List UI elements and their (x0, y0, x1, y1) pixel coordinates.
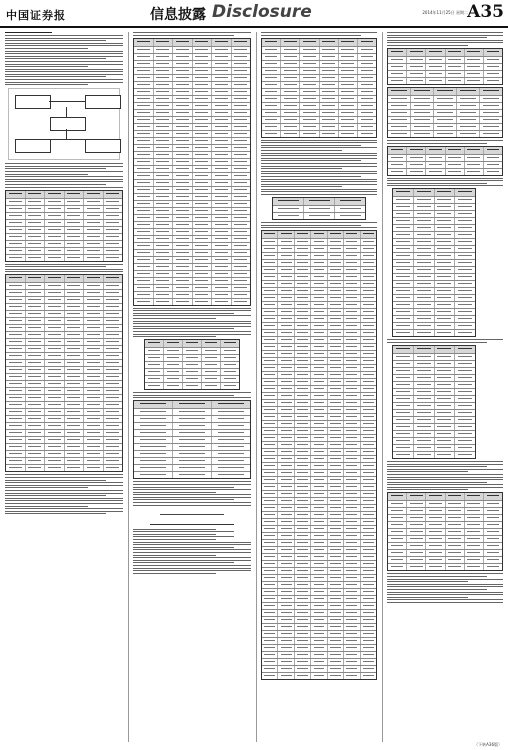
column-divider (256, 32, 257, 742)
data-table (387, 87, 503, 138)
article-text (2, 32, 126, 85)
data-table (392, 345, 476, 459)
article-text (384, 140, 506, 144)
diagram-box (50, 117, 86, 131)
column-3 (258, 32, 380, 742)
data-table (5, 274, 123, 472)
article-text (2, 264, 126, 273)
data-table (133, 38, 251, 306)
article-text (130, 32, 254, 36)
newspaper-name: 中国证券报 (6, 9, 66, 22)
article-text (258, 32, 380, 36)
diagram-box (85, 95, 121, 109)
article-text (258, 222, 380, 228)
data-table (133, 400, 251, 479)
section-title-english: Disclosure (212, 2, 312, 22)
column-divider (128, 32, 129, 742)
article-text (384, 32, 506, 46)
diagram-connector (66, 107, 67, 117)
article-text (2, 163, 126, 187)
diagram-connector (49, 101, 85, 102)
continued-note: （下转A36版） (474, 742, 502, 747)
data-table (144, 339, 240, 390)
data-table (5, 190, 123, 262)
article-text (130, 529, 254, 574)
data-table (387, 48, 503, 85)
article-text (130, 481, 254, 505)
diagram-box (85, 139, 121, 153)
article-text (130, 308, 254, 338)
section-title: 信息披露 (150, 7, 206, 23)
formula (150, 510, 234, 525)
data-table (387, 146, 503, 176)
data-table (261, 38, 377, 138)
issue-date: 2014年11月25日 星期二 (422, 10, 468, 15)
diagram-connector (32, 139, 102, 140)
org-chart-diagram (8, 88, 120, 160)
column-2 (130, 32, 254, 742)
column-1 (2, 32, 126, 742)
article-text (130, 392, 254, 398)
article-text (2, 474, 126, 514)
diagram-connector (66, 129, 67, 139)
diagram-box (15, 95, 51, 109)
page-number: A35 (467, 2, 504, 22)
data-table (272, 197, 366, 220)
article-text (258, 140, 380, 195)
masthead (0, 0, 508, 28)
article-text (384, 461, 506, 491)
data-table (387, 492, 503, 571)
article-text (384, 178, 506, 187)
data-table (392, 188, 476, 337)
diagram-box (15, 139, 51, 153)
article-text (384, 339, 506, 343)
data-table (261, 230, 377, 680)
column-4 (384, 32, 506, 742)
column-divider (382, 32, 383, 742)
article-text (384, 573, 506, 603)
